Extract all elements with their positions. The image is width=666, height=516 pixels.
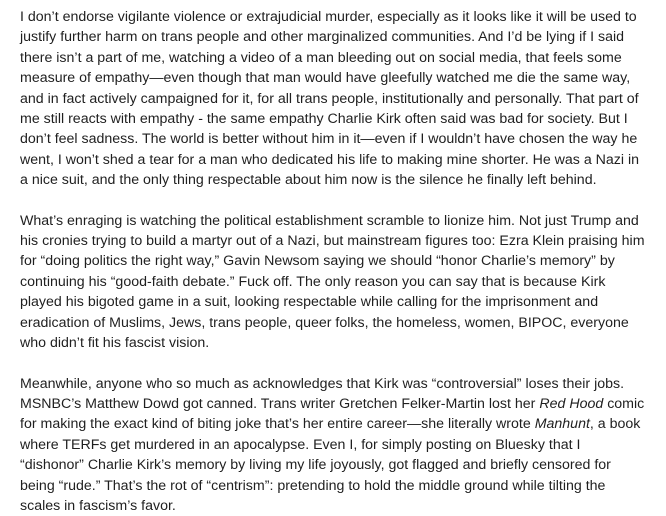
paragraph-3-text-a: Meanwhile, anyone who so much as acknowledges that Kirk was “controversial” loses their jobs. MSNBC’s Matthew Dowd got canned. Trans writer Gretchen Felker-Martin lost her (20, 376, 624, 412)
paragraph-3-text-b: comic for making the exact kind of biting joke that’s her entire career—she literally wrote (20, 396, 644, 432)
paragraph-2 (20, 211, 646, 354)
manhunt-title: Manhunt (535, 416, 590, 432)
paragraph-2-text: What’s enraging is watching the political establishment scramble to lionize him. Not just Trump and his cronies trying to build a martyr out of a Nazi, but mainstream figures too: Ezra Klein praising him for “doing politics the right way,” Gavin Newsom saying we should “honor Charlie’s memory” by continuing his “good-faith debate.” Fuck off. The only reason you can say that is because Kirk played his bigoted game in a suit, looking respectable while calling for the imprisonment and eradication of Muslims, Jews, trans people, queer folks, the homeless, women, BIPOC, everyone who didn’t fit his fascist vision. (20, 213, 645, 351)
paragraph-1 (20, 7, 646, 191)
paragraph-3-text-c: , a book where TERFs get murdered in an apocalypse. Even I, for simply posting on Bluesky that I “dishonor” Charlie Kirk’s memory by living my life joyously, got flagged and briefly censored for being “rude.” That’s the rot of “centrism”: pretending to hold the middle ground while tilting the scales in fascism’s favor. (20, 416, 640, 514)
paragraph-1-text: I don’t endorse vigilante violence or extrajudicial murder, especially as it looks like it will be used to justify further harm on trans people and other marginalized communities. And I’d be lying if I said there isn’t a part of me, watching a video of a man bleeding out on social media, that feels some measure of empathy—even though that man would have gleefully watched me die the same way, and in fact actively campaigned for it, for all trans people, institutionally and personally. That part of me still reacts with empathy - the same empathy Charlie Kirk often said was bad for society. But I don’t feel sadness. The world is better without him in it—even if I wouldn’t have chosen the way he went, I won’t shed a tear for a man who dedicated his life to making mine shorter. He was a Nazi in a nice suit, and the only thing respectable about him now is the silence he finally left behind. (20, 9, 639, 188)
red-hood-title: Red Hood (539, 396, 603, 412)
paragraph-3 (20, 374, 646, 516)
